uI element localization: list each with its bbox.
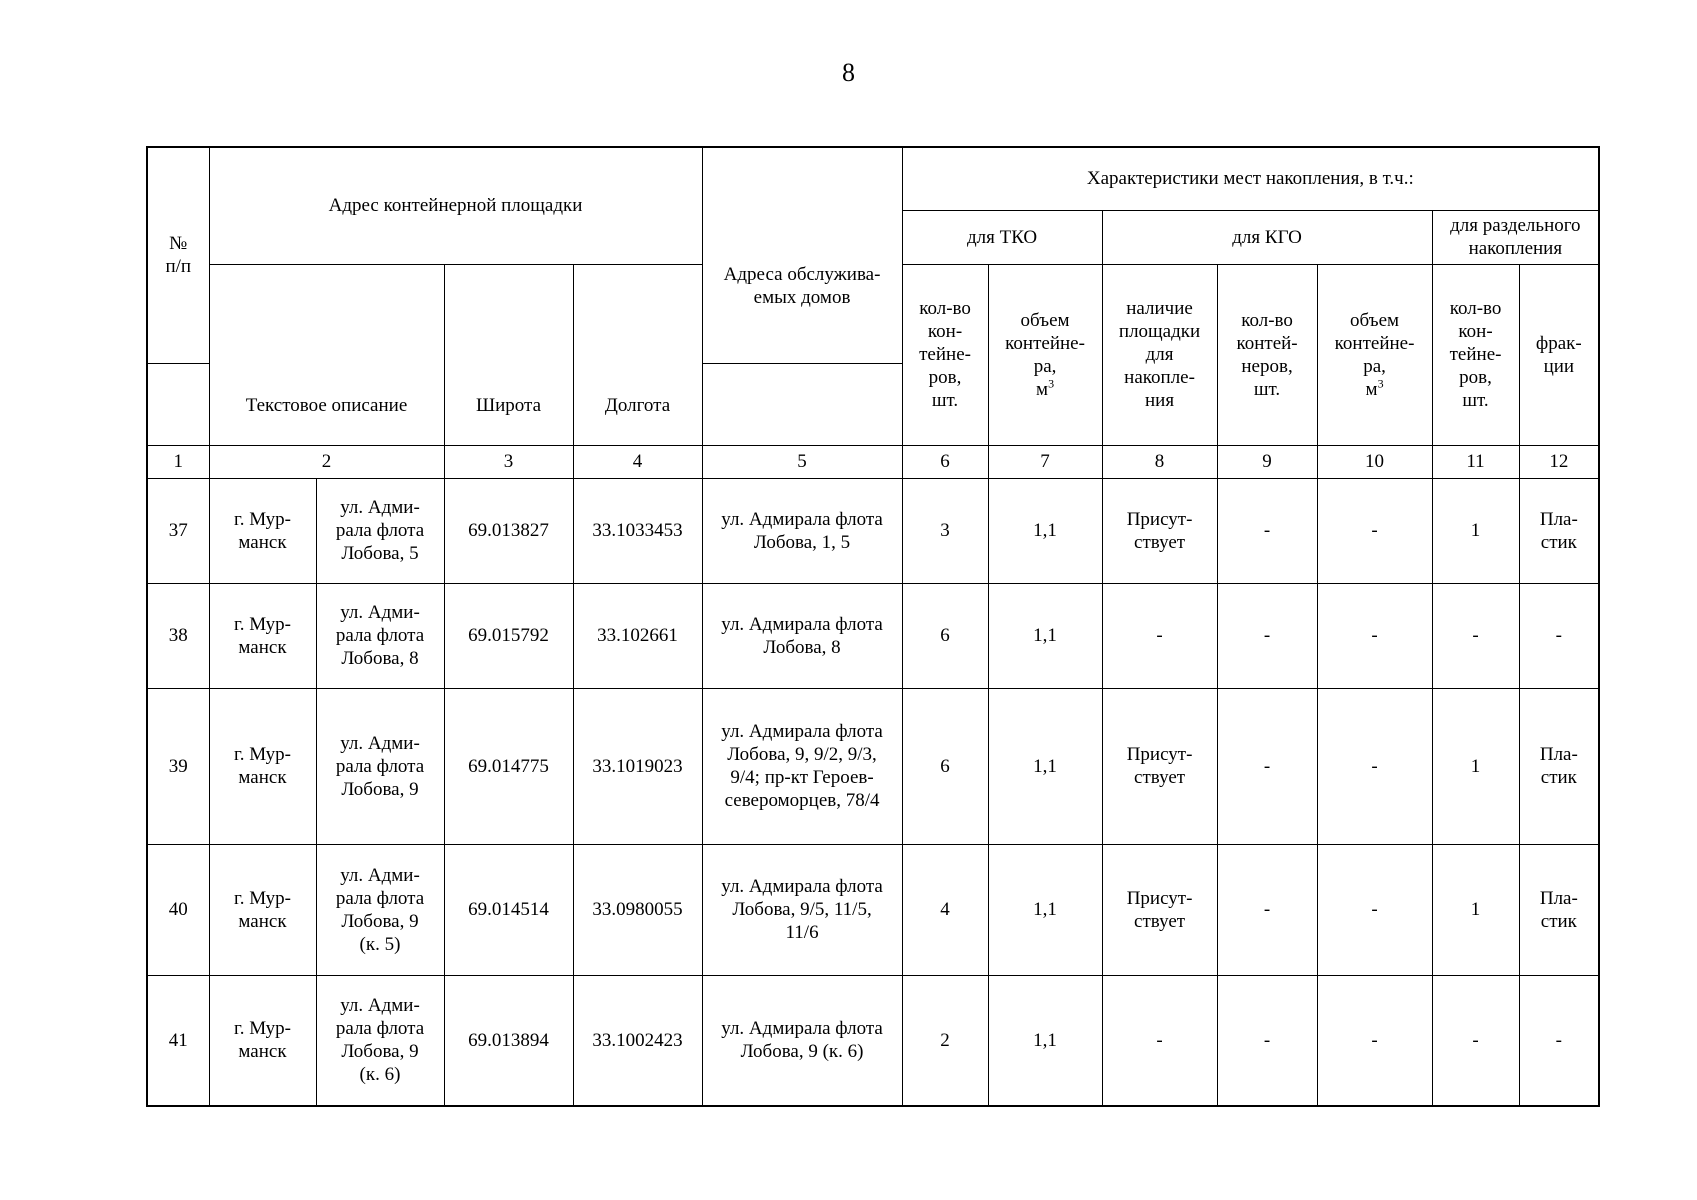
cell-served-houses: ул. Адмирала флота Лобова, 8 xyxy=(702,583,902,688)
column-number: 11 xyxy=(1432,445,1519,478)
cell-tko-count: 4 xyxy=(902,844,988,975)
header-for-kgo: для КГО xyxy=(1102,210,1432,264)
page-number: 8 xyxy=(842,58,855,87)
cell-city: г. Мур- манск xyxy=(209,478,316,583)
cell-kgo-site: Присут- ствует xyxy=(1102,688,1217,844)
header-kgo-volume xyxy=(1317,264,1432,445)
header-tko-volume-label: объем контейне- ра, xyxy=(1005,309,1085,377)
cell-tko-volume: 1,1 xyxy=(988,844,1102,975)
header-kgo-volume-unit-exp: 3 xyxy=(1377,376,1384,391)
header-container-site-address: Адрес контейнерной площадки xyxy=(209,147,702,264)
cell-tko-count: 3 xyxy=(902,478,988,583)
table-row xyxy=(147,583,1599,688)
cell-latitude: 69.015792 xyxy=(444,583,573,688)
column-number: 8 xyxy=(1102,445,1217,478)
cell-kgo-site: Присут- ствует xyxy=(1102,844,1217,975)
header-served-houses: Адреса обслужива- емых домов xyxy=(702,147,902,363)
cell-tko-count: 6 xyxy=(902,583,988,688)
cell-served-houses: ул. Адмирала флота Лобова, 9/5, 11/5, 11/6 xyxy=(702,844,902,975)
table-row xyxy=(147,844,1599,975)
cell-street: ул. Адми- рала флота Лобова, 9 (к. 6) xyxy=(316,975,444,1106)
table-row xyxy=(147,975,1599,1106)
cell-city: г. Мур- манск xyxy=(209,688,316,844)
header-latitude xyxy=(444,264,573,445)
cell-no: 37 xyxy=(147,478,209,583)
cell-sep-count: - xyxy=(1432,975,1519,1106)
cell-tko-volume: 1,1 xyxy=(988,975,1102,1106)
column-number: 1 xyxy=(147,445,209,478)
header-kgo-volume-unit: м xyxy=(1365,378,1378,400)
cell-kgo-site: - xyxy=(1102,583,1217,688)
header-text-description-label: Текстовое описание xyxy=(245,394,408,416)
cell-kgo-site: - xyxy=(1102,975,1217,1106)
cell-longitude: 33.1002423 xyxy=(573,975,702,1106)
cell-sep-count: 1 xyxy=(1432,688,1519,844)
cell-served-houses: ул. Адмирала флота Лобова, 9, 9/2, 9/3, 9/4; пр-кт Героев- североморцев, 78/4 xyxy=(702,688,902,844)
header-latitude-label: Широта xyxy=(475,394,542,416)
header-characteristics: Характеристики мест накопления, в т.ч.: xyxy=(902,147,1599,210)
column-number: 5 xyxy=(702,445,902,478)
header-sep-count: кол-во кон- тейне- ров, шт. xyxy=(1432,264,1519,445)
cell-kgo-count: - xyxy=(1217,478,1317,583)
cell-latitude: 69.014514 xyxy=(444,844,573,975)
cell-served-houses: ул. Адмирала флота Лобова, 1, 5 xyxy=(702,478,902,583)
column-number: 7 xyxy=(988,445,1102,478)
cell-street: ул. Адми- рала флота Лобова, 8 xyxy=(316,583,444,688)
cell-sep-count: - xyxy=(1432,583,1519,688)
column-number: 12 xyxy=(1519,445,1599,478)
container-sites-table xyxy=(146,146,1600,1107)
cell-city: г. Мур- манск xyxy=(209,583,316,688)
cell-kgo-count: - xyxy=(1217,583,1317,688)
header-tko-volume-unit-exp: 3 xyxy=(1048,376,1055,391)
header-tko-volume-unit: м xyxy=(1036,378,1049,400)
cell-latitude: 69.014775 xyxy=(444,688,573,844)
header-tko-count: кол-во кон- тейне- ров, шт. xyxy=(902,264,988,445)
cell-tko-volume: 1,1 xyxy=(988,478,1102,583)
cell-sep-count: 1 xyxy=(1432,478,1519,583)
cell-kgo-volume: - xyxy=(1317,478,1432,583)
cell-tko-count: 6 xyxy=(902,688,988,844)
table-row xyxy=(147,688,1599,844)
cell-latitude: 69.013827 xyxy=(444,478,573,583)
column-number: 3 xyxy=(444,445,573,478)
header-tko-volume xyxy=(988,264,1102,445)
cell-no: 38 xyxy=(147,583,209,688)
table-row xyxy=(147,478,1599,583)
cell-kgo-volume: - xyxy=(1317,975,1432,1106)
cell-longitude: 33.0980055 xyxy=(573,844,702,975)
cell-no: 40 xyxy=(147,844,209,975)
column-number: 10 xyxy=(1317,445,1432,478)
column-number: 2 xyxy=(209,445,444,478)
cell-tko-volume: 1,1 xyxy=(988,688,1102,844)
cell-latitude: 69.013894 xyxy=(444,975,573,1106)
cell-city: г. Мур- манск xyxy=(209,844,316,975)
header-for-tko: для ТКО xyxy=(902,210,1102,264)
cell-no: 39 xyxy=(147,688,209,844)
cell-longitude: 33.1033453 xyxy=(573,478,702,583)
column-number: 6 xyxy=(902,445,988,478)
header-for-separate: для раздельного накопления xyxy=(1432,210,1599,264)
cell-sep-fraction: Пла- стик xyxy=(1519,844,1599,975)
cell-no: 41 xyxy=(147,975,209,1106)
cell-kgo-count: - xyxy=(1217,844,1317,975)
column-number: 9 xyxy=(1217,445,1317,478)
cell-kgo-count: - xyxy=(1217,688,1317,844)
header-no: № п/п xyxy=(147,147,209,363)
column-number: 4 xyxy=(573,445,702,478)
cell-longitude: 33.1019023 xyxy=(573,688,702,844)
cell-kgo-count: - xyxy=(1217,975,1317,1106)
cell-kgo-volume: - xyxy=(1317,844,1432,975)
cell-street: ул. Адми- рала флота Лобова, 9 xyxy=(316,688,444,844)
cell-street: ул. Адми- рала флота Лобова, 5 xyxy=(316,478,444,583)
header-kgo-site: наличие площадки для накопле- ния xyxy=(1102,264,1217,445)
cell-sep-fraction: - xyxy=(1519,975,1599,1106)
cell-sep-count: 1 xyxy=(1432,844,1519,975)
cell-longitude: 33.102661 xyxy=(573,583,702,688)
cell-kgo-volume: - xyxy=(1317,688,1432,844)
header-longitude-label: Долгота xyxy=(604,394,671,416)
cell-city: г. Мур- манск xyxy=(209,975,316,1106)
header-longitude xyxy=(573,264,702,445)
cell-sep-fraction: Пла- стик xyxy=(1519,688,1599,844)
cell-served-houses: ул. Адмирала флота Лобова, 9 (к. 6) xyxy=(702,975,902,1106)
column-number-row xyxy=(147,445,1599,478)
cell-kgo-volume: - xyxy=(1317,583,1432,688)
cell-tko-volume: 1,1 xyxy=(988,583,1102,688)
cell-sep-fraction: Пла- стик xyxy=(1519,478,1599,583)
header-text-description xyxy=(209,264,444,445)
cell-street: ул. Адми- рала флота Лобова, 9 (к. 5) xyxy=(316,844,444,975)
cell-kgo-site: Присут- ствует xyxy=(1102,478,1217,583)
header-kgo-count: кол-во контей- неров, шт. xyxy=(1217,264,1317,445)
header-sep-fraction: фрак- ции xyxy=(1519,264,1599,445)
cell-sep-fraction: - xyxy=(1519,583,1599,688)
header-kgo-volume-label: объем контейне- ра, xyxy=(1334,309,1415,377)
cell-tko-count: 2 xyxy=(902,975,988,1106)
